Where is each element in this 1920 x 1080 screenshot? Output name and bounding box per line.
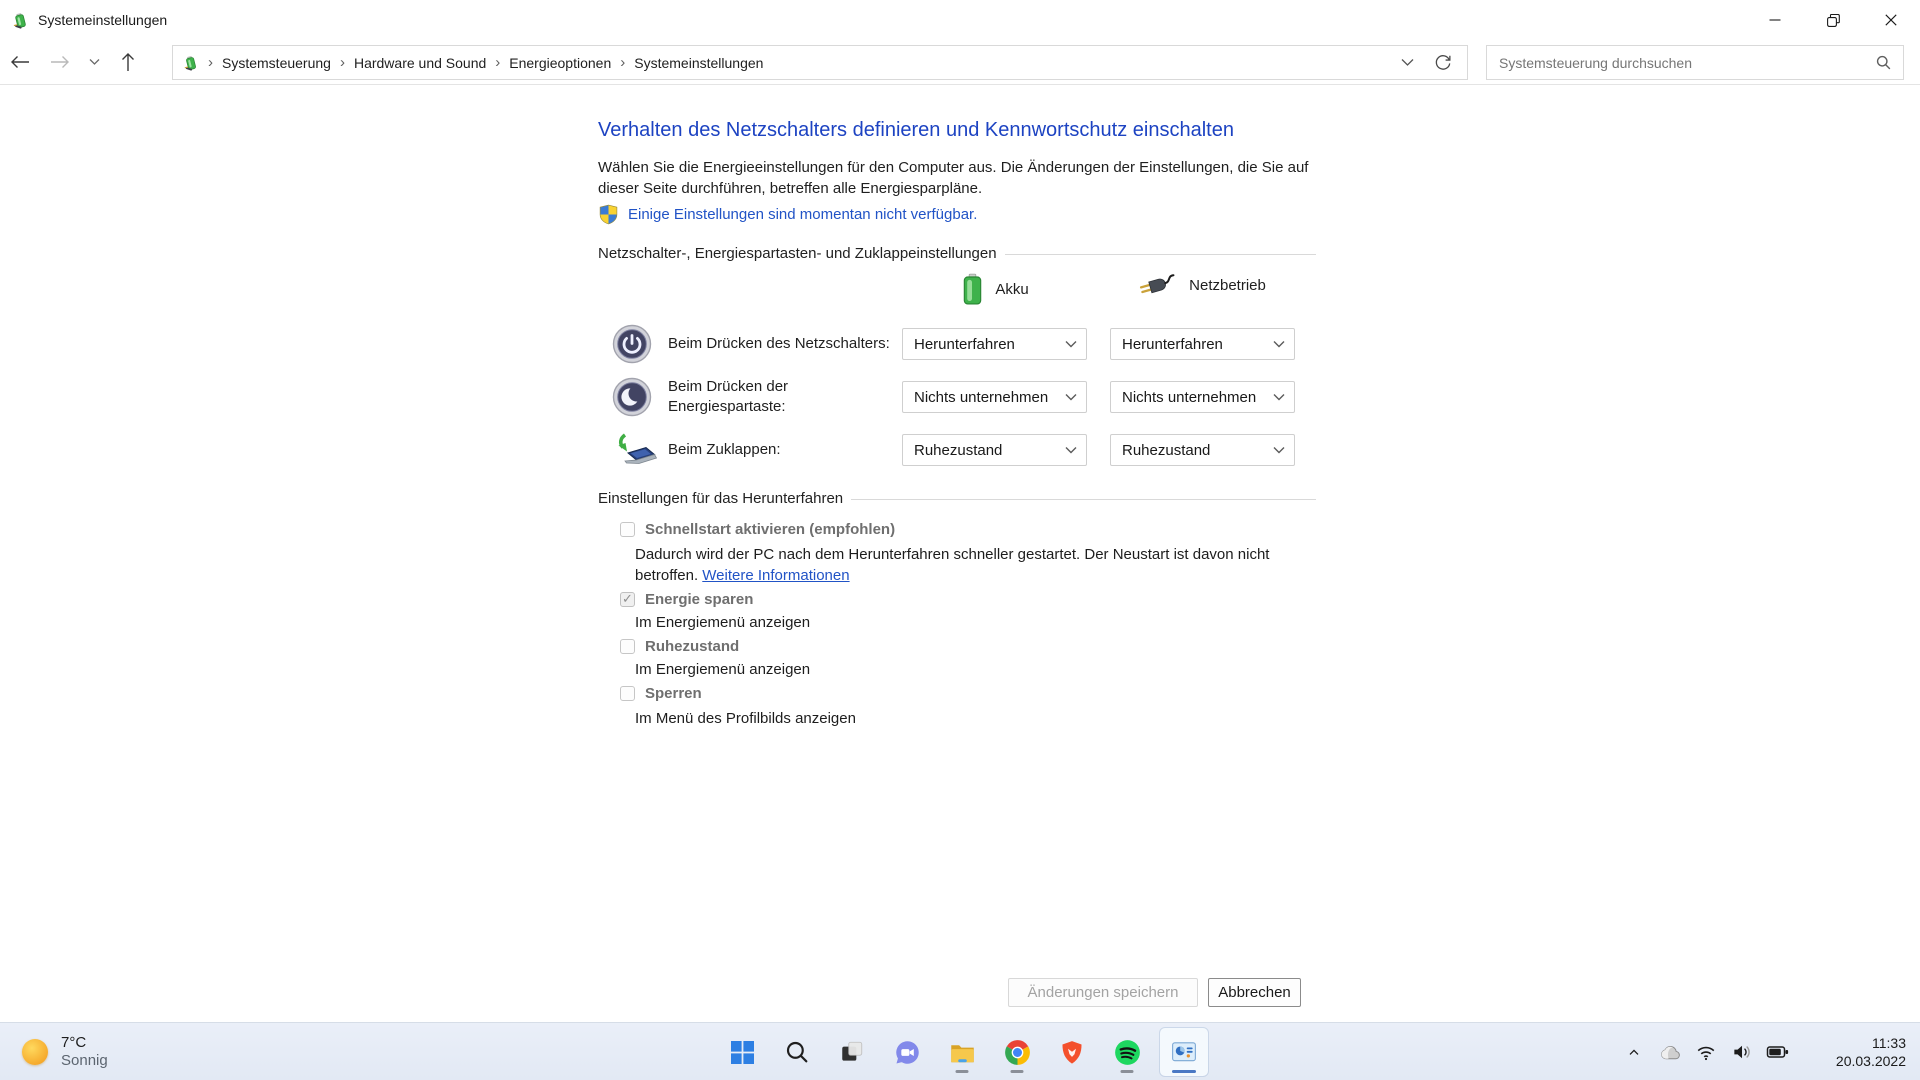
back-button[interactable] bbox=[0, 44, 40, 80]
hibernate-description: Im Energiemenü anzeigen bbox=[635, 661, 811, 678]
weather-condition: Sonnig bbox=[61, 1052, 108, 1069]
chrome-button[interactable] bbox=[995, 1028, 1039, 1076]
start-button[interactable] bbox=[720, 1028, 764, 1076]
taskbar-weather-widget[interactable] bbox=[14, 1023, 116, 1080]
power-button-battery-dropdown[interactable] bbox=[902, 328, 1087, 360]
dropdown-value: Nichts unternehmen bbox=[914, 388, 1049, 406]
description-text: Dadurch wird der PC nach dem Herunterfahren schneller gestartet. Der Neustart ist davon nicht betroffen. bbox=[635, 546, 1270, 584]
lock-description: Im Menü des Profilbilds anzeigen bbox=[635, 710, 856, 727]
address-history-button[interactable] bbox=[1389, 46, 1425, 79]
checkbox-box[interactable] bbox=[620, 522, 635, 537]
search-taskbar-button[interactable] bbox=[775, 1028, 819, 1076]
title-bar bbox=[0, 0, 1920, 40]
laptop-lid-icon bbox=[612, 432, 658, 470]
save-changes-button[interactable]: Änderungen speichern bbox=[1008, 978, 1198, 1007]
back-arrow-icon bbox=[10, 55, 30, 69]
power-button-ac-dropdown[interactable] bbox=[1110, 328, 1295, 360]
intro-text: Wählen Sie die Energieeinstellungen für den Computer aus. Die Änderungen der Einstellungen, die Sie auf dieser Seite durchführen, betreffen alle Energiesparpläne. bbox=[598, 159, 1309, 197]
search-box[interactable] bbox=[1486, 45, 1904, 80]
chevron-down-icon bbox=[1401, 58, 1414, 67]
section-shutdown-title: Einstellungen für das Herunterfahren bbox=[598, 490, 844, 507]
search-icon bbox=[784, 1039, 810, 1065]
sleep-button-ac-dropdown[interactable] bbox=[1110, 381, 1295, 413]
section-shutdown-settings bbox=[598, 490, 1316, 507]
spotify-button[interactable] bbox=[1105, 1028, 1149, 1076]
minimize-icon bbox=[1769, 14, 1781, 26]
sunny-weather-icon bbox=[22, 1039, 48, 1065]
more-info-link[interactable]: Weitere Informationen bbox=[702, 567, 850, 584]
nav-arrow-group bbox=[0, 40, 148, 84]
dropdown-value: Nichts unternehmen bbox=[1122, 388, 1257, 406]
task-view-icon bbox=[839, 1039, 865, 1065]
section-power-settings bbox=[598, 245, 1316, 262]
address-bar[interactable] bbox=[172, 45, 1468, 80]
lid-close-battery-dropdown[interactable] bbox=[902, 434, 1087, 466]
dropdown-value: Ruhezustand bbox=[914, 441, 1003, 459]
section-rule bbox=[1005, 254, 1316, 255]
sleep-description: Im Energiemenü anzeigen bbox=[635, 614, 811, 631]
page-content bbox=[0, 85, 1920, 1022]
cloud-icon bbox=[1659, 1043, 1682, 1061]
speaker-icon bbox=[1731, 1042, 1754, 1062]
teams-chat-icon bbox=[894, 1039, 921, 1066]
window-title: Systemeinstellungen bbox=[38, 12, 168, 28]
checkbox-box[interactable] bbox=[620, 592, 635, 607]
dropdown-value: Herunterfahren bbox=[914, 335, 1015, 353]
taskbar bbox=[0, 1022, 1920, 1080]
checkbox-label: Energie sparen bbox=[645, 591, 754, 608]
forward-button[interactable] bbox=[40, 44, 80, 80]
battery-status-icon bbox=[1766, 1043, 1790, 1061]
taskbar-system-tray bbox=[1622, 1023, 1910, 1080]
weather-temperature: 7°C bbox=[61, 1034, 87, 1051]
sleep-button-battery-dropdown[interactable] bbox=[902, 381, 1087, 413]
chevron-down-icon bbox=[89, 58, 100, 66]
checkbox-box[interactable] bbox=[620, 639, 635, 654]
breadcrumb-separator: › bbox=[495, 54, 501, 71]
windows-logo-icon bbox=[730, 1040, 755, 1065]
power-button-icon bbox=[612, 324, 652, 364]
checkbox-label: Ruhezustand bbox=[645, 638, 740, 655]
breadcrumb-systemeinstellungen[interactable]: Systemeinstellungen bbox=[634, 54, 764, 71]
forward-arrow-icon bbox=[50, 55, 70, 69]
breadcrumb-systemsteuerung[interactable]: Systemsteuerung bbox=[222, 54, 331, 71]
lid-close-ac-dropdown[interactable] bbox=[1110, 434, 1295, 466]
breadcrumb-hardware-und-sound[interactable]: Hardware und Sound bbox=[353, 54, 487, 71]
column-label-ac: Netzbetrieb bbox=[1189, 276, 1266, 294]
navigation-bar bbox=[0, 40, 1920, 85]
dropdown-value: Herunterfahren bbox=[1122, 335, 1223, 353]
task-view-button[interactable] bbox=[830, 1028, 874, 1076]
battery-icon bbox=[960, 273, 985, 306]
restore-button[interactable] bbox=[1804, 0, 1862, 40]
running-indicator bbox=[1011, 1070, 1024, 1073]
admin-settings-link-row bbox=[598, 204, 977, 225]
chevron-up-icon bbox=[1626, 1044, 1642, 1060]
checkbox-lock[interactable] bbox=[620, 685, 702, 702]
column-header-battery bbox=[902, 273, 1087, 306]
app-identity bbox=[12, 0, 167, 40]
clock-date: 20.03.2022 bbox=[1835, 1053, 1906, 1069]
window-controls bbox=[1746, 0, 1920, 40]
refresh-icon bbox=[1434, 54, 1452, 72]
file-explorer-button[interactable] bbox=[940, 1028, 984, 1076]
chevron-down-icon bbox=[1273, 340, 1285, 348]
breadcrumb-app-icon bbox=[183, 55, 199, 71]
section-power-title: Netzschalter-, Energiespartasten- und Zuklappeinstellungen bbox=[598, 245, 997, 262]
chevron-down-icon bbox=[1065, 446, 1077, 454]
setting-row-power-button bbox=[612, 324, 1316, 364]
setting-label-power-button: Beim Drücken des Netzschalters: bbox=[668, 335, 890, 352]
uac-shield-icon bbox=[598, 204, 619, 225]
chevron-down-icon bbox=[1273, 393, 1285, 401]
chevron-down-icon bbox=[1065, 340, 1077, 348]
breadcrumb-separator: › bbox=[620, 54, 626, 71]
recent-pages-button[interactable] bbox=[80, 44, 108, 80]
breadcrumb-separator: › bbox=[208, 54, 213, 71]
checkbox-sleep[interactable] bbox=[620, 591, 753, 608]
minimize-button[interactable] bbox=[1746, 0, 1804, 40]
brave-button[interactable] bbox=[1050, 1028, 1094, 1076]
setting-label-sleep-button: Beim Drücken der Energiespartaste: bbox=[668, 378, 789, 415]
section-rule bbox=[851, 499, 1316, 500]
clock-time: 11:33 bbox=[1872, 1035, 1906, 1051]
search-placeholder: Systemsteuerung durchsuchen bbox=[1499, 54, 1692, 71]
running-indicator bbox=[1121, 1070, 1134, 1073]
file-explorer-icon bbox=[949, 1039, 976, 1066]
checkbox-label: Schnellstart aktivieren (empfohlen) bbox=[645, 521, 896, 538]
checkbox-label: Sperren bbox=[645, 685, 702, 702]
battery-tray-button[interactable] bbox=[1766, 1037, 1790, 1067]
close-icon bbox=[1885, 14, 1897, 26]
checkbox-hibernate[interactable] bbox=[620, 638, 739, 655]
breadcrumb-energieoptionen[interactable]: Energieoptionen bbox=[509, 54, 612, 71]
system-settings-window-icon bbox=[1170, 1039, 1198, 1065]
setting-row-lid-close bbox=[612, 430, 1316, 470]
sleep-button-icon bbox=[612, 377, 652, 417]
column-header-ac bbox=[1110, 273, 1295, 297]
up-button[interactable] bbox=[108, 44, 148, 80]
teams-chat-button[interactable] bbox=[885, 1028, 929, 1076]
up-arrow-icon bbox=[121, 52, 135, 72]
close-button[interactable] bbox=[1862, 0, 1920, 40]
checkbox-box[interactable] bbox=[620, 686, 635, 701]
power-options-app-icon bbox=[12, 12, 29, 29]
breadcrumb-separator: › bbox=[339, 54, 345, 71]
active-running-indicator bbox=[1172, 1070, 1196, 1073]
taskbar-clock[interactable] bbox=[1826, 1034, 1910, 1070]
search-icon[interactable] bbox=[1876, 55, 1891, 70]
dropdown-value: Ruhezustand bbox=[1122, 441, 1211, 459]
checkbox-fast-startup[interactable] bbox=[620, 521, 895, 538]
running-indicator bbox=[956, 1070, 969, 1073]
setting-label-lid-close: Beim Zuklappen: bbox=[668, 441, 781, 458]
chevron-down-icon bbox=[1065, 393, 1077, 401]
page-title: Verhalten des Netzschalters definieren und Kennwortschutz einschalten bbox=[598, 119, 1234, 141]
chevron-down-icon bbox=[1273, 446, 1285, 454]
fast-startup-description bbox=[635, 544, 1283, 586]
wifi-tray-button[interactable] bbox=[1694, 1037, 1718, 1067]
cancel-button[interactable]: Abbrechen bbox=[1208, 978, 1301, 1007]
refresh-button[interactable] bbox=[1425, 46, 1461, 79]
admin-settings-link[interactable]: Einige Einstellungen sind momentan nicht verfügbar. bbox=[628, 206, 978, 223]
spotify-icon bbox=[1114, 1039, 1141, 1066]
volume-tray-button[interactable] bbox=[1730, 1037, 1754, 1067]
brave-icon bbox=[1059, 1039, 1085, 1066]
wifi-icon bbox=[1695, 1042, 1717, 1062]
restore-icon bbox=[1827, 14, 1840, 27]
taskbar-center-icons bbox=[720, 1023, 1208, 1080]
tray-overflow-button[interactable] bbox=[1622, 1037, 1646, 1067]
power-plug-icon bbox=[1139, 273, 1179, 297]
power-options-taskbar-button[interactable] bbox=[1160, 1028, 1208, 1076]
setting-row-sleep-button bbox=[612, 377, 1316, 417]
column-label-battery: Akku bbox=[995, 281, 1029, 298]
chrome-icon bbox=[1004, 1039, 1031, 1066]
onedrive-tray-button[interactable] bbox=[1658, 1037, 1682, 1067]
